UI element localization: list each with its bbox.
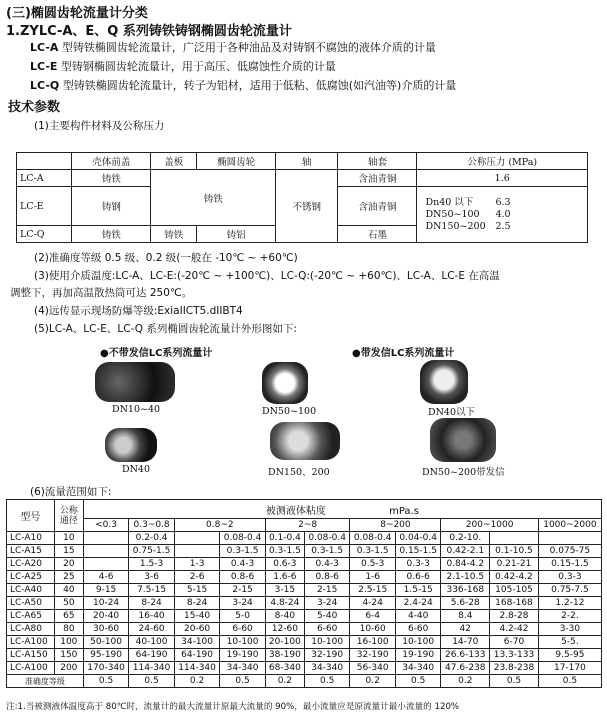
flow-cell: 1.5-3	[129, 558, 175, 571]
accuracy-cell: 0.5	[490, 675, 539, 688]
flow-cell	[174, 545, 220, 558]
flow-cell: 13.3-133	[490, 649, 539, 662]
flow-cell: 6-4	[350, 610, 396, 623]
flow-cell: 24-60	[129, 623, 175, 636]
flow-cell: 0.3-1.5	[304, 545, 350, 558]
flow-cell: 0.4-3	[304, 558, 350, 571]
accuracy-cell: 0.5	[220, 675, 266, 688]
dn-cell: 50	[54, 597, 83, 610]
flow-cell: 2-6	[174, 571, 220, 584]
accuracy-cell: 0.5	[129, 675, 175, 688]
flow-cell: 6-70	[490, 636, 539, 649]
flow-cell: 9.5-95	[538, 649, 601, 662]
flow-cell	[174, 532, 220, 545]
model-cell: LC-A100	[7, 662, 55, 675]
flow-cell: 105-105	[490, 584, 539, 597]
flow-cell: 19-190	[220, 649, 266, 662]
header-dn: 公称通径	[54, 500, 83, 532]
flow-cell: 0.42-4.2	[490, 571, 539, 584]
model-cell: LC-A10	[7, 532, 55, 545]
type-line-lcq	[30, 77, 456, 93]
flow-cell: 0.1-10.5	[490, 545, 539, 558]
flow-cell: 0.1-0.4	[265, 532, 304, 545]
flow-cell: 0.75-1.5	[129, 545, 175, 558]
header-cell: 轴	[276, 153, 338, 170]
flow-cell: 20-100	[265, 636, 304, 649]
model-cell: LC-A100	[7, 636, 55, 649]
flow-cell: 64-190	[129, 649, 175, 662]
flow-cell: 0.3-3	[395, 558, 441, 571]
flow-cell: 0.21-21	[490, 558, 539, 571]
type-code: LC-A	[30, 41, 59, 54]
viscosity-range: 1000~2000	[538, 519, 601, 532]
flow-cell: 0.15-1.5	[538, 558, 601, 571]
flow-cell: 168-168	[490, 597, 539, 610]
header-cell	[17, 153, 72, 170]
flow-cell: 20-60	[174, 623, 220, 636]
flow-cell: 3-24	[220, 597, 266, 610]
pressure-size: DN50~100	[425, 208, 480, 220]
flow-cell: 0.2-0.4	[129, 532, 175, 545]
viscosity-label: 被测液体粘度	[265, 505, 326, 517]
note-explosion: (4)远传显示现场防爆等级:ExiaIICT5.dIIBT4	[34, 305, 243, 317]
table-row	[7, 649, 602, 662]
flow-cell: 9-15	[83, 584, 129, 597]
flow-cell: 40-100	[129, 636, 175, 649]
flow-cell: 7.5-15	[129, 584, 175, 597]
dn-cell: 100	[54, 636, 83, 649]
cell: 铸铁	[72, 226, 151, 243]
dn-cell: 25	[54, 571, 83, 584]
cell: 铸铁	[151, 170, 276, 226]
flow-cell: 0.42-2.1	[441, 545, 490, 558]
pressure-cell	[417, 187, 588, 243]
table-row	[7, 584, 602, 597]
flow-cell: 2-15	[304, 584, 350, 597]
accuracy-cell: 0.5	[395, 675, 441, 688]
meter-photo	[420, 360, 468, 404]
tech-heading: 技术参数	[8, 100, 61, 115]
series-heading: 1.ZYLC-A、E、Q 系列铸铁铸钢椭圆齿轮流量计	[6, 24, 292, 39]
flow-cell: 14-70	[441, 636, 490, 649]
flow-cell: 34-340	[395, 662, 441, 675]
dn-cell: 65	[54, 610, 83, 623]
pressure-value: 4.0	[495, 208, 511, 220]
flow-cell: 50-100	[83, 636, 129, 649]
meter-photo	[95, 362, 175, 402]
flow-cell: 5-5.	[538, 636, 601, 649]
photo-caption: DN150、200	[268, 467, 330, 478]
flow-cell: 10-60	[350, 623, 396, 636]
flow-cell	[83, 532, 129, 545]
pressure-size: Dn40 以下	[425, 196, 474, 208]
flow-cell: 68-340	[265, 662, 304, 675]
flow-cell: 32-190	[304, 649, 350, 662]
flow-cell	[490, 532, 539, 545]
row-label: LC-A	[17, 170, 72, 187]
meter-photo	[430, 418, 496, 462]
flow-cell: 8-40	[265, 610, 304, 623]
model-cell: LC-A150	[7, 649, 55, 662]
flow-cell: 114-340	[129, 662, 175, 675]
flow-cell: 5-15	[174, 584, 220, 597]
flow-cell: 0.3-1.5	[265, 545, 304, 558]
accuracy-cell: 0.2	[265, 675, 304, 688]
flow-cell: 0.08-0.4	[304, 532, 350, 545]
cell: 铸铝	[197, 226, 276, 243]
flow-cell	[83, 545, 129, 558]
model-cell: LC-A50	[7, 597, 55, 610]
flow-cell: 2.1-10.5	[441, 571, 490, 584]
flow-cell: 0.5-3	[350, 558, 396, 571]
flow-cell: 95-190	[83, 649, 129, 662]
flow-cell: 5-40	[304, 610, 350, 623]
pressure-value: 2.5	[495, 220, 511, 232]
model-cell: LC-A80	[7, 623, 55, 636]
flow-cell: 16-100	[350, 636, 396, 649]
cell: 铸铁	[151, 226, 197, 243]
flow-cell: 6-60	[395, 623, 441, 636]
flow-cell: 34-340	[304, 662, 350, 675]
flow-cell: 3-15	[265, 584, 304, 597]
viscosity-range: 200~1000	[441, 519, 538, 532]
header-cell: 轴套	[338, 153, 417, 170]
flow-cell: 2.4-24	[395, 597, 441, 610]
dn-cell: 80	[54, 623, 83, 636]
flow-cell: 56-340	[350, 662, 396, 675]
flow-cell: 6-60	[304, 623, 350, 636]
header-cell: 壳体前盖	[72, 153, 151, 170]
table-row	[7, 610, 602, 623]
flow-cell: 2-15	[220, 584, 266, 597]
table-row	[7, 662, 602, 675]
flow-cell: 23.8-238	[490, 662, 539, 675]
viscosity-range: 2~8	[265, 519, 350, 532]
flow-cell: 1-6	[350, 571, 396, 584]
flow-cell: 0.08-0.4	[220, 532, 266, 545]
flow-title: (6)流量范围如下:	[30, 486, 112, 498]
flow-cell: 26.6-133	[441, 649, 490, 662]
flow-cell: 0.3-3	[538, 571, 601, 584]
viscosity-unit: mPa.s	[389, 505, 419, 517]
photo-group-title: ●带发信LC系列流量计	[352, 348, 455, 359]
table-row	[7, 636, 602, 649]
meter-photo	[105, 428, 157, 462]
flow-cell: 6-60	[220, 623, 266, 636]
flow-cell: 19-190	[395, 649, 441, 662]
flow-cell: 38-190	[265, 649, 304, 662]
model-cell: LC-A65	[7, 610, 55, 623]
flow-cell: 0.075-75	[538, 545, 601, 558]
accuracy-cell: 0.5	[304, 675, 350, 688]
flow-cell: 1.5-15	[395, 584, 441, 597]
table-row	[7, 558, 602, 571]
table-row	[7, 623, 602, 636]
model-cell: LC-A20	[7, 558, 55, 571]
flow-cell: 0.6-3	[265, 558, 304, 571]
flow-cell: 3-6	[129, 571, 175, 584]
cell: 石墨	[338, 226, 417, 243]
pressure-size: DN150~200	[425, 220, 486, 232]
header-cell: 公称压力 (MPa)	[417, 153, 588, 170]
table-row	[7, 571, 602, 584]
accuracy-cell: 0.5	[538, 675, 601, 688]
flow-cell: 2.5-15	[350, 584, 396, 597]
header-model: 型号	[7, 500, 55, 532]
dn-cell: 200	[54, 662, 83, 675]
type-desc: 型铸铁椭圆齿轮流量计，广泛用于各种油品及对铸钢不腐蚀的液体介质的计量	[61, 41, 436, 54]
flow-cell: 5.6-28	[441, 597, 490, 610]
flow-cell: 10-24	[83, 597, 129, 610]
flow-cell: 10-100	[304, 636, 350, 649]
accuracy-cell: 0.2	[174, 675, 220, 688]
flow-cell: 15-40	[174, 610, 220, 623]
flow-cell: 1.6-6	[265, 571, 304, 584]
flow-cell: 5-0	[220, 610, 266, 623]
flow-cell: 10-100	[220, 636, 266, 649]
flow-cell	[538, 532, 601, 545]
flow-cell: 16-40	[129, 610, 175, 623]
dn-cell: 150	[54, 649, 83, 662]
viscosity-range: <0.3	[83, 519, 129, 532]
note-figure: (5)LC-A、LC-E、LC-Q 系列椭圆齿轮流量计外形图如下:	[34, 323, 297, 335]
photo-caption: DN40以下	[428, 407, 476, 418]
flow-cell: 3-24	[304, 597, 350, 610]
flow-cell: 47.6-238	[441, 662, 490, 675]
table-row	[7, 532, 602, 545]
model-cell: LC-A15	[7, 545, 55, 558]
note-temperature: (3)使用介质温度:LC-A、LC-E:(-20℃ ~ +100℃)、LC-Q:(-20℃ ~ +60℃)、LC-A、LC-E 在高温	[34, 270, 500, 282]
dn-cell: 20	[54, 558, 83, 571]
viscosity-range: 0.8~2	[174, 519, 265, 532]
flow-cell: 4-6	[83, 571, 129, 584]
header-viscosity	[83, 500, 601, 519]
type-line-lca	[30, 39, 436, 55]
flow-cell: 4.2-42	[490, 623, 539, 636]
flow-cell: 32-190	[350, 649, 396, 662]
cell: 不锈钢	[276, 170, 338, 243]
type-line-lce	[30, 58, 336, 74]
flow-cell: 3-30	[538, 623, 601, 636]
row-label: LC-Q	[17, 226, 72, 243]
flow-cell	[83, 558, 129, 571]
flow-cell: 0.84-4.2	[441, 558, 490, 571]
flow-cell: 0.6-6	[395, 571, 441, 584]
viscosity-range: 8~200	[350, 519, 441, 532]
cell: 1.6	[417, 170, 588, 187]
cell: 铸铁	[72, 170, 151, 187]
row-label: LC-E	[17, 187, 72, 226]
flow-rows	[7, 532, 602, 675]
flow-range-table	[6, 499, 602, 688]
type-code: LC-Q	[30, 79, 60, 92]
dn-cell: 15	[54, 545, 83, 558]
header-cell: 盖板	[151, 153, 197, 170]
model-cell: LC-A25	[7, 571, 55, 584]
flow-cell: 10-100	[395, 636, 441, 649]
section-heading: (三)椭圆齿轮流量计分类	[6, 6, 148, 21]
accuracy-cell: 0.5	[83, 675, 129, 688]
pressure-value: 6.3	[495, 196, 511, 208]
type-desc: 型铸铁椭圆齿轮流量计，转子为铝材，适用于低粘、低腐蚀(如汽油等)介质的计量	[62, 79, 457, 92]
flow-cell: 1-3	[174, 558, 220, 571]
viscosity-range: 0.3~0.8	[129, 519, 175, 532]
flow-cell: 0.15-1.5	[395, 545, 441, 558]
photo-caption: DN10~40	[112, 404, 161, 415]
flow-cell: 0.4-3	[220, 558, 266, 571]
cell: 含油青铜	[338, 170, 417, 187]
header-cell: 椭圆齿轮	[197, 153, 276, 170]
photo-caption: DN50~100	[262, 406, 317, 417]
materials-title: (1)主要构件材料及公称压力	[34, 120, 165, 132]
flow-cell: 2.8-28	[490, 610, 539, 623]
dn-cell: 40	[54, 584, 83, 597]
flow-cell: 0.3-1.5	[220, 545, 266, 558]
flow-cell: 0.8-6	[220, 571, 266, 584]
flow-cell: 4-40	[395, 610, 441, 623]
flow-cell: 64-190	[174, 649, 220, 662]
flow-cell: 170-340	[83, 662, 129, 675]
note-temperature-cont: 调整下，再加高温散热筒可达 250℃。	[10, 287, 193, 299]
cell: 铸钢	[72, 187, 151, 226]
flow-cell: 0.08-0.4	[350, 532, 396, 545]
accuracy-cell: 0.2	[441, 675, 490, 688]
meter-photo	[262, 362, 308, 404]
flow-cell: 0.75-7.5	[538, 584, 601, 597]
flow-cell: 336-168	[441, 584, 490, 597]
flow-cell: 8-24	[129, 597, 175, 610]
flow-cell: 0.8-6	[304, 571, 350, 584]
accuracy-label: 准确度等级	[7, 675, 84, 688]
flow-cell: 8-24	[174, 597, 220, 610]
flow-cell: 20-40	[83, 610, 129, 623]
flow-cell: 17-170	[538, 662, 601, 675]
model-cell: LC-A40	[7, 584, 55, 597]
flow-cell: 34-340	[220, 662, 266, 675]
flow-cell: 42	[441, 623, 490, 636]
flow-cell: 30-60	[83, 623, 129, 636]
photo-caption: DN50~200带发信	[422, 467, 505, 478]
flow-cell: 1.2-12	[538, 597, 601, 610]
dn-cell: 10	[54, 532, 83, 545]
flow-cell: 0.3-1.5	[350, 545, 396, 558]
footnote: 注:1.当被测液体温度高于 80℃时，流量计的最大流量计原最大流量的 90%，最小流量应是原流量计最小流量的 120%	[6, 702, 460, 712]
flow-cell: 4-24	[350, 597, 396, 610]
photo-caption: DN40	[122, 464, 151, 475]
flow-cell: 12-60	[265, 623, 304, 636]
table-row	[7, 597, 602, 610]
flow-cell: 4.8-24	[265, 597, 304, 610]
cell: 含油青铜	[338, 187, 417, 226]
type-code: LC-E	[30, 60, 58, 73]
flow-cell: 34-100	[174, 636, 220, 649]
table-row	[7, 545, 602, 558]
meter-photo	[270, 422, 340, 460]
photo-group-title: ●不带发信LC系列流量计	[100, 348, 213, 359]
note-accuracy: (2)准确度等级 0.5 级、0.2 级(一般在 -10℃ ~ +60℃)	[34, 252, 298, 264]
flow-cell: 8.4	[441, 610, 490, 623]
accuracy-cell: 0.2	[350, 675, 396, 688]
materials-table	[16, 152, 588, 243]
flow-cell: 0.2-10.	[441, 532, 490, 545]
flow-cell: 114-340	[174, 662, 220, 675]
flow-cell: 0.04-0.4	[395, 532, 441, 545]
flow-cell: 2-2.	[538, 610, 601, 623]
type-desc: 型铸钢椭圆齿轮流量计，用于高压、低腐蚀性介质的计量	[60, 60, 336, 73]
